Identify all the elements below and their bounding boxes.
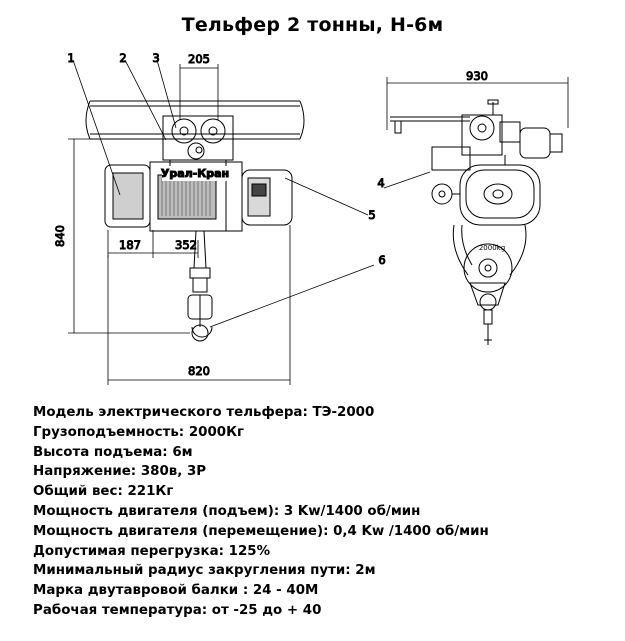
dim-820-label: 820	[188, 364, 210, 378]
spec-model: Модель электрического тельфера: ТЭ-2000	[33, 405, 375, 420]
front-view	[53, 51, 430, 385]
dim-205-label: 205	[188, 52, 210, 66]
spec-list	[33, 403, 489, 621]
dim-187-label: 187	[119, 238, 141, 252]
spec-lift-height: Высота подъема: 6м	[33, 444, 193, 460]
side-trolley	[390, 100, 562, 165]
dim-352-label: 352	[175, 238, 197, 252]
dim-930-label: 930	[466, 69, 488, 83]
i-beam	[86, 101, 304, 139]
side-view	[387, 69, 568, 345]
callout-5: 5	[368, 208, 376, 222]
spec-overload: Допустимая перегрузка: 125%	[33, 543, 271, 559]
brand-label: Урал-Кран	[160, 167, 230, 180]
trolley	[163, 116, 233, 166]
spec-voltage: Напряжение: 380в, 3Р	[33, 464, 207, 480]
callout-4: 4	[377, 176, 385, 190]
callout-1: 1	[67, 51, 75, 65]
spec-capacity: Грузоподъемность: 2000Кг	[33, 424, 245, 440]
dim-840-label: 840	[53, 225, 67, 247]
spec-weight: Общий вес: 221Кг	[33, 484, 174, 500]
callout-6: 6	[378, 253, 386, 267]
spec-beam-grade: Марка двутавровой балки : 24 - 40М	[33, 583, 319, 599]
spec-temperature: Рабочая температура: от -25 до + 40	[33, 602, 322, 618]
spec-track-radius: Минимальный радиус закругления пути: 2м	[33, 563, 376, 579]
spec-lift-motor: Мощность двигателя (подъем): 3 Kw/1400 об/мин	[33, 503, 421, 519]
dimension-930	[387, 77, 568, 130]
page-title: Тельфер 2 тонны, Н-6м	[181, 14, 444, 36]
dimension-205	[180, 64, 218, 120]
side-body	[432, 147, 540, 225]
spec-travel-motor: Мощность двигателя (перемещение): 0,4 Kw /1400 об/мин	[33, 523, 489, 539]
callout-3: 3	[152, 51, 160, 65]
side-hook-block	[464, 244, 512, 345]
capacity-label: 2000kg	[478, 244, 506, 252]
callout-2: 2	[119, 51, 127, 65]
